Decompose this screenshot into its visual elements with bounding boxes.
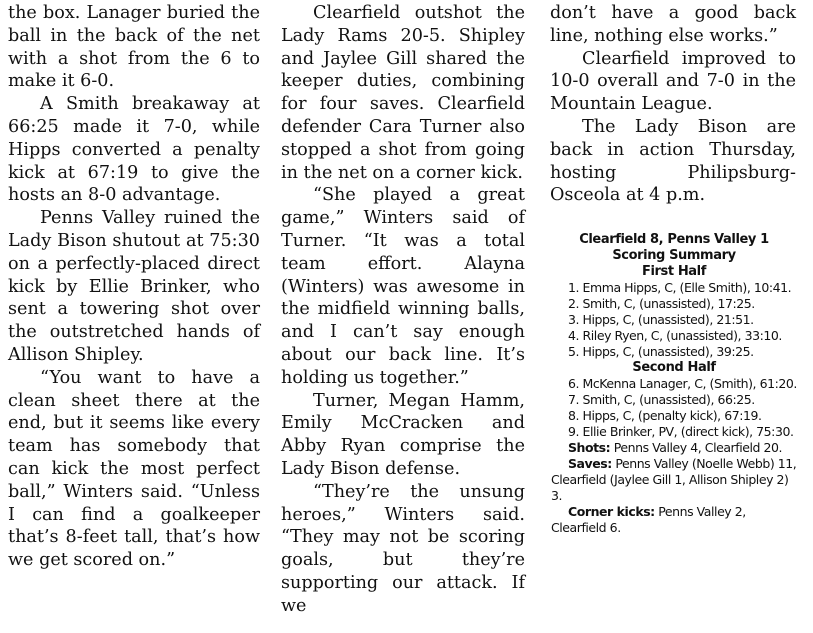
paragraph: don’t have a good back line, nothing else works.” bbox=[550, 3, 796, 46]
summary-subtitle: Scoring Summary bbox=[612, 248, 736, 263]
stat-label: Corner kicks: bbox=[568, 504, 655, 519]
goal-entry: 8. Hipps, C, (penalty kick), 67:19. bbox=[568, 408, 762, 423]
stat-value: Penns Valley 4, Clearfield 20. bbox=[613, 440, 783, 455]
paragraph: “They’re the unsung heroes,” Winters said. “They may not be scoring goals, but they’re supporting our attack. If we bbox=[281, 481, 525, 616]
stat-label: Shots: bbox=[568, 440, 611, 455]
goal-entry: 3. Hipps, C, (unassisted), 21:51. bbox=[568, 312, 754, 327]
paragraph: the box. Lanager buried the ball in the back of the net with a shot from the 6 to make it 6-0. bbox=[8, 3, 260, 92]
stat-saves bbox=[551, 456, 797, 504]
paragraph: Clearfield outshot the Lady Rams 20-5. Shipley and Jaylee Gill shared the keeper duties, combining for four saves. Clearfield defender Cara Turner also stopped a shot from going in the net on a corner kick. bbox=[281, 3, 525, 183]
first-half-heading: First Half bbox=[642, 264, 706, 279]
stat-label: Saves: bbox=[568, 456, 612, 471]
article-column-2 bbox=[281, 2, 525, 618]
paragraph: “She played a great game,” Winters said of Turner. “It was a total team effort. Alayna (Winters) was awesome in the midfield winning balls, and I can’t say enough about our back line. It’s holding us together.” bbox=[281, 185, 525, 388]
paragraph: The Lady Bison are back in action Thursday, hosting Philipsburg-Osceola at 4 p.m. bbox=[550, 116, 796, 206]
goal-entry: 7. Smith, C, (unassisted), 66:25. bbox=[568, 392, 755, 407]
paragraph: Clearfield improved to 10-0 overall and 7-0 in the Mountain League. bbox=[550, 48, 796, 115]
goal-entry: 5. Hipps, C, (unassisted), 39:25. bbox=[568, 344, 754, 359]
summary-title: Clearfield 8, Penns Valley 1 bbox=[579, 232, 769, 247]
goal-entry: 4. Riley Ryen, C, (unassisted), 33:10. bbox=[568, 328, 782, 343]
paragraph: Penns Valley ruined the Lady Bison shutout at 75:30 on a perfectly-placed direct kick by Ellie Brinker, who sent a towering shot over the outstretched hands of Allison Shipley. bbox=[8, 208, 260, 365]
goal-entry: 9. Ellie Brinker, PV, (direct kick), 75:30. bbox=[568, 424, 794, 439]
paragraph: “You want to have a clean sheet there at the end, but it seems like every team has somebody that can kick the most perfect ball,” Winters said. “Unless I can find a goalkeeper that’s 8-feet tall, that’s how we get scored on.” bbox=[8, 367, 260, 571]
stat-value: Penns Valley (Noelle Webb) 11, Clearfield (Jaylee Gill 1, Allison Shipley 2) 3. bbox=[551, 456, 797, 503]
article-column-1 bbox=[8, 2, 260, 572]
stat-corner-kicks bbox=[551, 504, 797, 536]
goal-entry: 6. McKenna Lanager, C, (Smith), 61:20. bbox=[568, 376, 797, 391]
goal-entry: 1. Emma Hipps, C, (Elle Smith), 10:41. bbox=[568, 280, 792, 295]
stat-shots bbox=[551, 440, 797, 456]
article-column-3 bbox=[550, 2, 796, 207]
paragraph: A Smith breakaway at 66:25 made it 7-0, while Hipps converted a penalty kick at 67:19 to give the hosts an 8-0 advantage. bbox=[8, 94, 260, 206]
paragraph: Turner, Megan Hamm, Emily McCracken and Abby Ryan comprise the Lady Bison defense. bbox=[281, 390, 525, 479]
second-half-heading: Second Half bbox=[632, 360, 716, 375]
stat-value: Penns Valley 2, Clearfield 6. bbox=[551, 504, 746, 535]
goal-entry: 2. Smith, C, (unassisted), 17:25. bbox=[568, 296, 755, 311]
scoring-summary-box bbox=[551, 232, 797, 536]
